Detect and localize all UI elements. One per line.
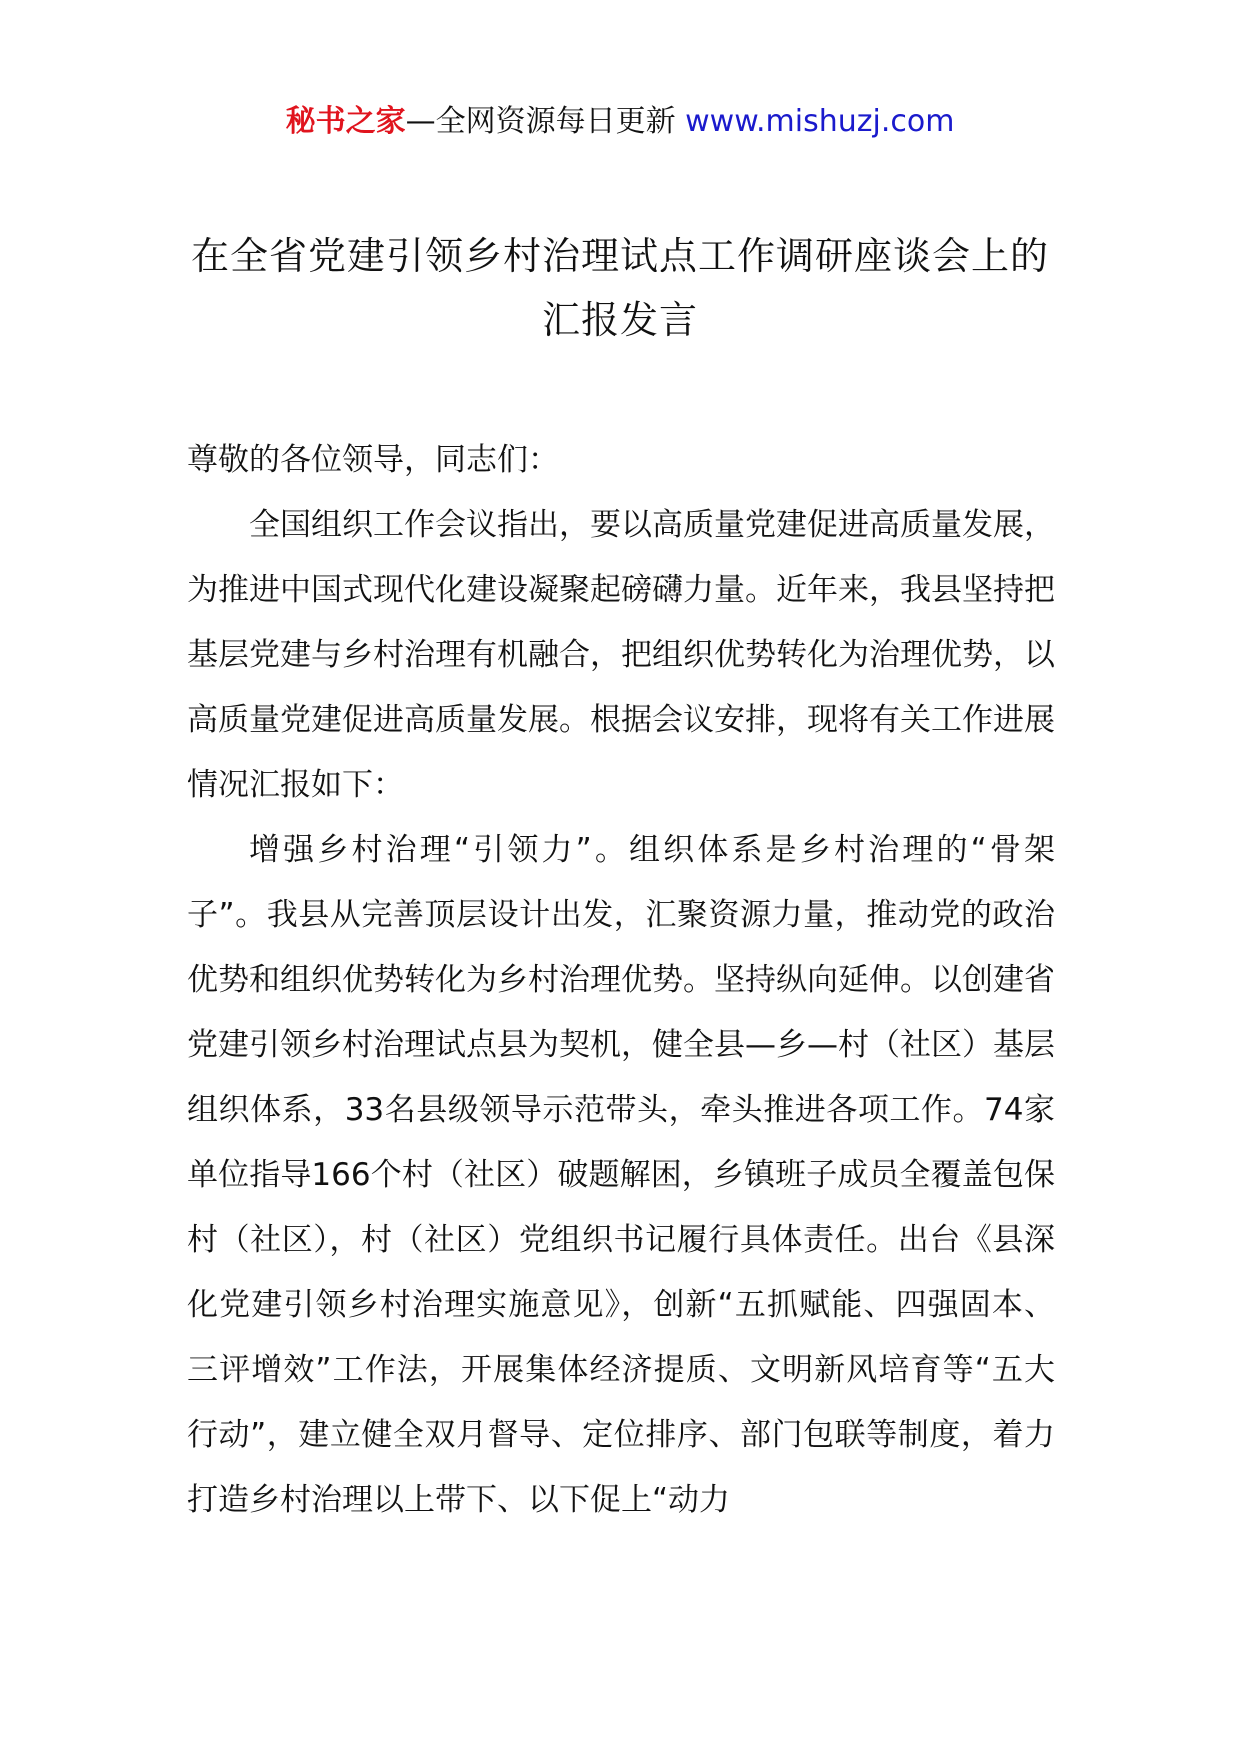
- site-tagline: —全网资源每日更新: [405, 104, 686, 139]
- body-paragraph: 全国组织工作会议指出，要以高质量党建促进高质量发展，为推进中国式现代化建设凝聚起磅礴力量。近年来，我县坚持把基层党建与乡村治理有机融合，把组织优势转化为治理优势，以高质量党建促进高质量发展。根据会议安排，现将有关工作进展情况汇报如下：: [187, 507, 1055, 803]
- site-url-link[interactable]: www.mishuzj.com: [685, 104, 955, 139]
- salutation: 尊敬的各位领导，同志们：: [187, 442, 559, 478]
- document-body: [187, 428, 1055, 1533]
- site-header: [0, 102, 1240, 142]
- document-title: 在全省党建引领乡村治理试点工作调研座谈会上的汇报发言: [190, 234, 1049, 342]
- body-paragraph: 增强乡村治理“引领力”。组织体系是乡村治理的“骨架子”。我县从完善顶层设计出发，汇聚资源力量，推动党的政治优势和组织优势转化为乡村治理优势。坚持纵向延伸。以创建省党建引领乡村治理试点县为契机，健全县—乡—村（社区）基层组织体系，33名县级领导示范带头，牵头推进各项工作。74家单位指导166个村（社区）破题解困，乡镇班子成员全覆盖包保村（社区），村（社区）党组织书记履行具体责任。出台《县深化党建引领乡村治理实施意见》，创新“五抓赋能、四强固本、三评增效”工作法，开展集体经济提质、文明新风培育等“五大行动”，建立健全双月督导、定位排序、部门包联等制度，着力打造乡村治理以上带下、以下促上“动力: [187, 832, 1055, 1518]
- site-brand: 秘书之家: [285, 104, 406, 139]
